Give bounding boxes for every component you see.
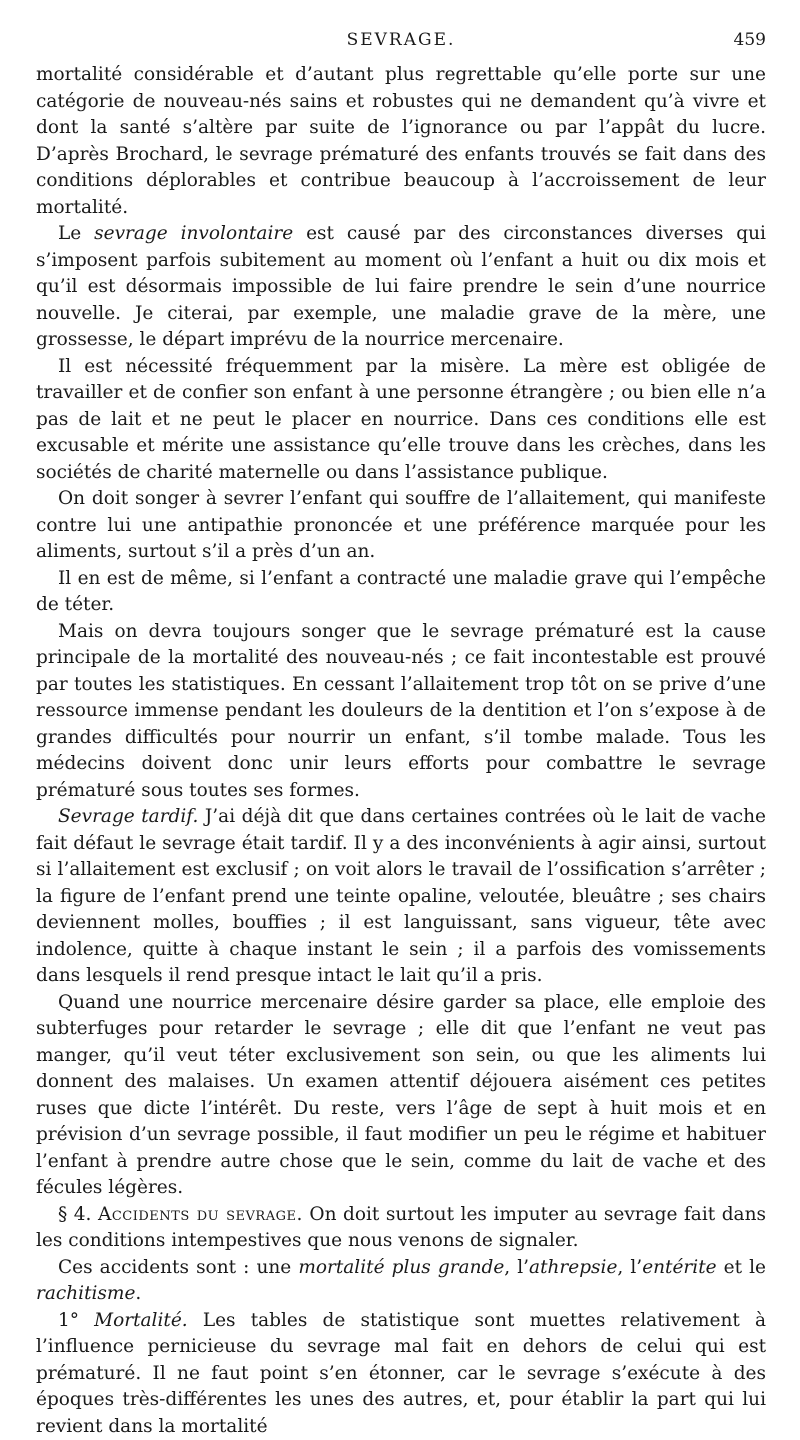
page-number: 459 xyxy=(734,30,766,50)
section-number: § 4. xyxy=(58,1204,91,1225)
running-header xyxy=(36,30,766,54)
running-title: SEVRAGE. xyxy=(36,30,766,50)
term-sevrage-tardif: Sevrage tardif. xyxy=(58,806,198,827)
paragraph-nourrice: Quand une nourrice mercenaire désire garder sa place, elle emploie des subterfuges pour retarder le sevrage ; elle dit que l’enfant ne veut pas manger, qu’il veut téter exclusivement son sein, ou que les aliments lui donnent des malaises. Un examen attentif déjouera aisément ces petites ruses que dicte l’intérêt. Du reste, vers l’âge de sept à huit mois et en prévision d’un sevrage possible, il faut modifier un peu le régime et habituer l’enfant à prendre autre chose que le sein, comme du lait de vache et des fécules légères. xyxy=(36,990,766,1202)
paragraph-misere: Il est nécessité fréquemment par la misère. La mère est obligée de travailler et de confier son enfant à une personne étrangère ; ou bien elle n’a pas de lait et ne peut le placer en nourrice. Dans ces conditions elle est excusable et mérite une assistance qu’elle trouve dans les crèches, dans les sociétés de charité maternelle ou dans l’assistance publique. xyxy=(36,354,766,487)
paragraph-mortalite: 1° Mortalité. Les tables de statistique sont muettes relativement à l’influence pernicieuse du sevrage mal fait en dehors de celui qui est prématuré. Il ne faut point s’en étonner, car le sevrage s’exécute à des époques très-différentes les unes des autres, et, pour établir la part qui lui revient dans la mortalité xyxy=(36,1308,766,1440)
paragraph-souffre: On doit songer à sevrer l’enfant qui souffre de l’allaitement, qui manifeste contre lui une antipathie prononcée et une préférence marquée pour les aliments, surtout s’il a près d’un an. xyxy=(36,486,766,566)
paragraph-sevrage-involontaire: Le sevrage involontaire est causé par des circonstances diverses qui s’imposent parfois subitement au moment où l’enfant a huit ou dix mois et qu’il est désormais impossible de lui faire prendre le sein d’une nourrice nouvelle. Je citerai, par exemple, une maladie grave de la mère, une grossesse, le départ imprévu de la nourrice mercenaire. xyxy=(36,221,766,354)
paragraph-continued: mortalité considérable et d’autant plus regrettable qu’elle porte sur une catégorie de nouveau-nés sains et robustes qui ne demandent qu’à vivre et dont la santé s’altère par suite de l’ignorance ou par l’appât du lucre. D’après Brochard, le sevrage prématuré des enfants trouvés se fait dans des conditions déplorables et contribue beaucoup à l’accroissement de leur mortalité. xyxy=(36,62,766,221)
term-mortalite: Mortalité. xyxy=(94,1310,188,1331)
term-sevrage-involontaire: sevrage involontaire xyxy=(94,223,293,244)
section-title: Accidents du sevrage. xyxy=(98,1204,303,1225)
paragraph-premature: Mais on devra toujours songer que le sevrage prématuré est la cause principale de la mortalité des nouveau-nés ; ce fait incontestable est prouvé par toutes les statistiques. En cessant l’allaitement trop tôt on se prive d’une ressource immense pendant les douleurs de la dentition et l’on s’expose à de grandes difficultés pour nourrir un enfant, s’il tombe malade. Tous les médecins doivent donc unir leurs efforts pour combattre le sevrage prématuré sous toutes ses formes. xyxy=(36,619,766,805)
paragraph-maladie: Il en est de même, si l’enfant a contracté une maladie grave qui l’empêche de téter. xyxy=(36,566,766,619)
section-heading-accidents: § 4. Accidents du sevrage. On doit surtout les imputer au sevrage fait dans les conditions intempestives que nous venons de signaler. xyxy=(36,1202,766,1255)
paragraph-accidents-list: Ces accidents sont : une mortalité plus grande, l’athrepsie, l’entérite et le rachitisme. xyxy=(36,1255,766,1308)
paragraph-sevrage-tardif: Sevrage tardif. J’ai déjà dit que dans certaines contrées où le lait de vache fait défaut le sevrage était tardif. Il y a des inconvénients à agir ainsi, surtout si l’allaitement est exclusif ; on voit alors le travail de l’ossification s’arrêter ; la figure de l’enfant prend une teinte opaline, veloutée, bleuâtre ; ses chairs deviennent molles, bouffies ; il est languissant, sans vigueur, tête avec indolence, quitte à chaque instant le sein ; il a parfois des vomissements dans lesquels il rend presque intact le lait qu’il a pris. xyxy=(36,804,766,990)
body-text xyxy=(36,62,766,1440)
